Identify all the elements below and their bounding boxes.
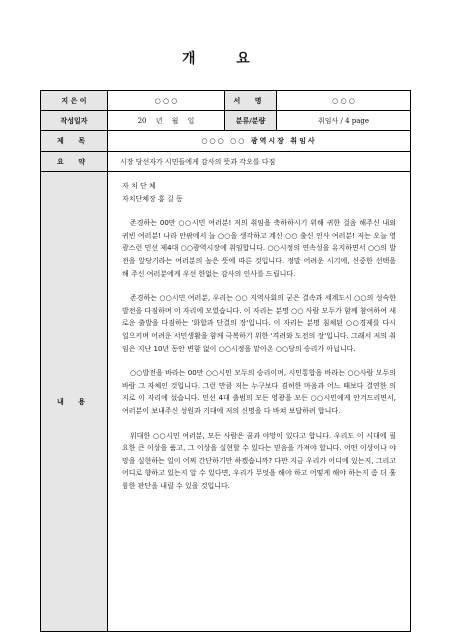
author-value: ○ ○ ○ xyxy=(108,91,225,111)
signature-label: 서 명 xyxy=(225,91,277,111)
org-head-name: 자치단체장 홍 길 동 xyxy=(122,194,183,203)
category-value: 취임사 / 4 page xyxy=(277,111,411,131)
subject-row xyxy=(41,131,411,152)
summary-row xyxy=(41,152,411,172)
author-row xyxy=(41,91,411,111)
summary-form-table xyxy=(40,90,411,632)
subject-value: ○○○ ○○ 광역시장 취임사 xyxy=(108,131,411,152)
summary-value: 시장 당선자가 시민들에게 감사의 뜻과 각오를 다짐 xyxy=(108,152,411,172)
content-paragraph-3: ○○발전을 바라는 00만 ○○시민 모두의 승리이며, 시민통합을 바라는 ○○사람 모두의 바람 그 자체인 것입니다. 그런 만큼 저는 누구보다 겸허한 마음과 어느 때보다 결연한 의지로 이 자리에 섰습니다. 민선 4대 출범의 모든 영광을 모든 ○○시민에게 안겨드리면서, 여러분이 보내주신 성원과 기대에 저의 신명을 다 바쳐 보답하려 합니다. xyxy=(122,369,396,415)
author-label: 지 은 이 xyxy=(41,91,108,111)
content-row xyxy=(41,172,411,632)
content-paragraph-1: 존경하는 00만 ○○시민 여러분! 저의 취임을 축하하시기 위해 귀한 걸음 해주신 내외 귀빈 여러분! 나라 안팎에서 늘 ○○을 생각하고 계신 ○○ 출신 인사 여러분! 저는 오늘 영광스런 민선 제4대 ○○광역시장에 취임합니다. ○○시정의 연속성을 유지하면서 ○○의 발전을 앞당기라는 여러분의 높은 뜻에 따른 것입니다. 정말 어려운 시기에, 신중한 선택을 해 주신 여러분에게 우선 한없는 감사의 인사를 드립니다. xyxy=(122,219,396,278)
content-paragraph-2: 존경하는 ○○시민 여러분, 우리는 ○○ 지역사회의 굳은 결속과 세계도시 ○○의 성숙한 발전을 다짐하며 이 자리에 모였습니다. 이 자리는 분명 ○○ 사람 모두가 함께 참여하여 새로운 출발을 다짐하는 '화합과 단결의 장'입니다. 이 자리는 분명 침체된 ○○경제를 다시 일으키며 어려운 서민생활을 함께 극복하기 위한 '격려와 도전의 장'입니다. 그래서 저의 취임은 지난 10년 동안 변함 없이 ○○시정을 맡아온 ○○당의 승리가 아닙니다. xyxy=(122,294,396,353)
document-title: 개 요 xyxy=(182,51,268,67)
content-body xyxy=(108,172,411,632)
signature-value: ○ ○ ○ xyxy=(277,91,411,111)
subject-label: 제 목 xyxy=(41,131,108,152)
org-name: 자 치 단 체 xyxy=(122,182,156,190)
summary-label: 요 약 xyxy=(41,152,108,172)
date-row xyxy=(41,111,411,131)
date-value: 20 년 월 일 xyxy=(108,111,225,131)
content-label: 내 용 xyxy=(41,172,108,632)
content-paragraph-4: 위대한 ○○시민 여러분, 모든 사람은 꿈과 야망이 있다고 합니다. 우리도 이 시대에 필요한 큰 이상을 품고, 그 이상을 실현할 수 있다는 믿음을 가져야 합니다. 어떤 이상이나 야망을 실현하는 일이 어찌 간단하기만 하겠습니까? 다만 지금 우리가 어디에 있는지, 그리고 어디로 향하고 있는지 알 수 있다면, 우리가 무엇을 해야 하고 어떻게 해야 하는지 좀 더 훌륭한 판단을 내릴 수 있을 것입니다. xyxy=(122,431,396,490)
date-label: 작성일자 xyxy=(41,111,108,131)
category-label: 분류/분량 xyxy=(225,111,277,131)
